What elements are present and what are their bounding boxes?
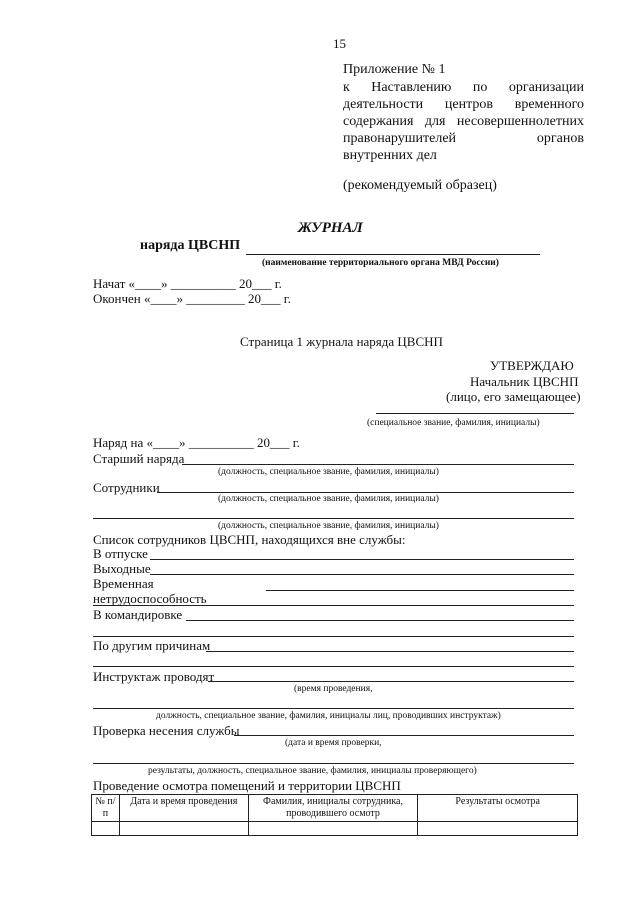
days-off-label: Выходные xyxy=(93,561,151,576)
org-name-line xyxy=(246,254,540,255)
disability-line xyxy=(93,605,574,606)
chief-label: Начальник ЦВСНП xyxy=(470,374,579,389)
appendix-line: содержания для несовершеннолетних xyxy=(343,114,584,129)
other-reasons-label: По другим причинам xyxy=(93,638,211,653)
senior-caption: (должность, специальное звание, фамилия, инициалы) xyxy=(218,467,439,477)
page-number: 15 xyxy=(333,36,346,51)
other-reasons-line xyxy=(93,666,574,667)
business-trip-line xyxy=(93,636,574,637)
journal-title: ЖУРНАЛ xyxy=(298,220,363,236)
col-employee: Фамилия, инициалы сотрудника, проводившего осмотр xyxy=(248,795,418,822)
appendix-line: к Наставлению по организации xyxy=(343,80,584,95)
vacation-line xyxy=(150,559,574,560)
signature-line xyxy=(376,413,574,414)
org-name-caption: (наименование территориального органа МВД России) xyxy=(262,258,499,268)
duty-date: Наряд на «____» __________ 20___ г. xyxy=(93,435,300,450)
disability-label: Временная нетрудоспособность xyxy=(93,576,207,606)
briefing-caption: (время проведения, xyxy=(294,684,373,694)
days-off-line xyxy=(150,574,574,575)
service-check-line xyxy=(234,735,574,736)
staff-line xyxy=(93,518,574,519)
service-check-label: Проверка несения службы xyxy=(93,723,240,738)
ended-date: Окончен «____» _________ 20___ г. xyxy=(93,291,291,306)
table-row xyxy=(92,822,578,836)
business-trip-line xyxy=(186,620,574,621)
table-cell xyxy=(248,822,418,836)
staff-caption: (должность, специальное звание, фамилия, инициалы) xyxy=(218,521,439,531)
journal-subtitle: наряда ЦВСНП xyxy=(140,238,241,253)
appendix-line: внутренних дел xyxy=(343,148,437,163)
staff-line xyxy=(157,492,574,493)
briefing-label: Инструктаж проводят xyxy=(93,669,215,684)
table-cell xyxy=(92,822,120,836)
started-date: Начат «____» __________ 20___ г. xyxy=(93,276,282,291)
check-caption: результаты, должность, специальное звание, фамилия, инициалы проверяющего) xyxy=(148,766,477,776)
col-datetime: Дата и время проведения xyxy=(119,795,248,822)
page-heading: Страница 1 журнала наряда ЦВСНП xyxy=(240,334,443,349)
inspection-heading: Проведение осмотра помещений и территории ЦВСНП xyxy=(93,778,401,793)
staff-label: Сотрудники xyxy=(93,480,160,495)
service-check-line xyxy=(93,763,574,764)
off-duty-heading: Список сотрудников ЦВСНП, находящихся вне службы: xyxy=(93,532,406,547)
appendix-title: Приложение № 1 xyxy=(343,62,446,77)
senior-line xyxy=(182,464,574,465)
check-caption: (дата и время проверки, xyxy=(285,738,382,748)
inspection-table xyxy=(91,794,578,836)
approve-label: УТВЕРЖДАЮ xyxy=(490,358,574,373)
signature-caption: (специальное звание, фамилия, инициалы) xyxy=(367,418,540,428)
deputy-label: (лицо, его замещающее) xyxy=(446,389,581,404)
table-header-row xyxy=(92,795,578,822)
staff-caption: (должность, специальное звание, фамилия, инициалы) xyxy=(218,494,439,504)
other-reasons-line xyxy=(206,651,574,652)
briefing-caption: должность, специальное звание, фамилия, инициалы лиц, проводивших инструктаж) xyxy=(156,711,501,721)
briefing-line xyxy=(208,681,574,682)
table-cell xyxy=(119,822,248,836)
disability-line xyxy=(266,590,574,591)
briefing-line xyxy=(93,708,574,709)
sample-note: (рекомендуемый образец) xyxy=(343,178,497,193)
vacation-label: В отпуске xyxy=(93,546,148,561)
appendix-line: деятельности центров временного xyxy=(343,97,584,112)
appendix-line: правонарушителей органов xyxy=(343,131,584,146)
col-results: Результаты осмотра xyxy=(418,795,578,822)
business-trip-label: В командировке xyxy=(93,607,183,622)
col-number: № п/п xyxy=(92,795,120,822)
table-cell xyxy=(418,822,578,836)
senior-label: Старший наряда xyxy=(93,451,185,466)
